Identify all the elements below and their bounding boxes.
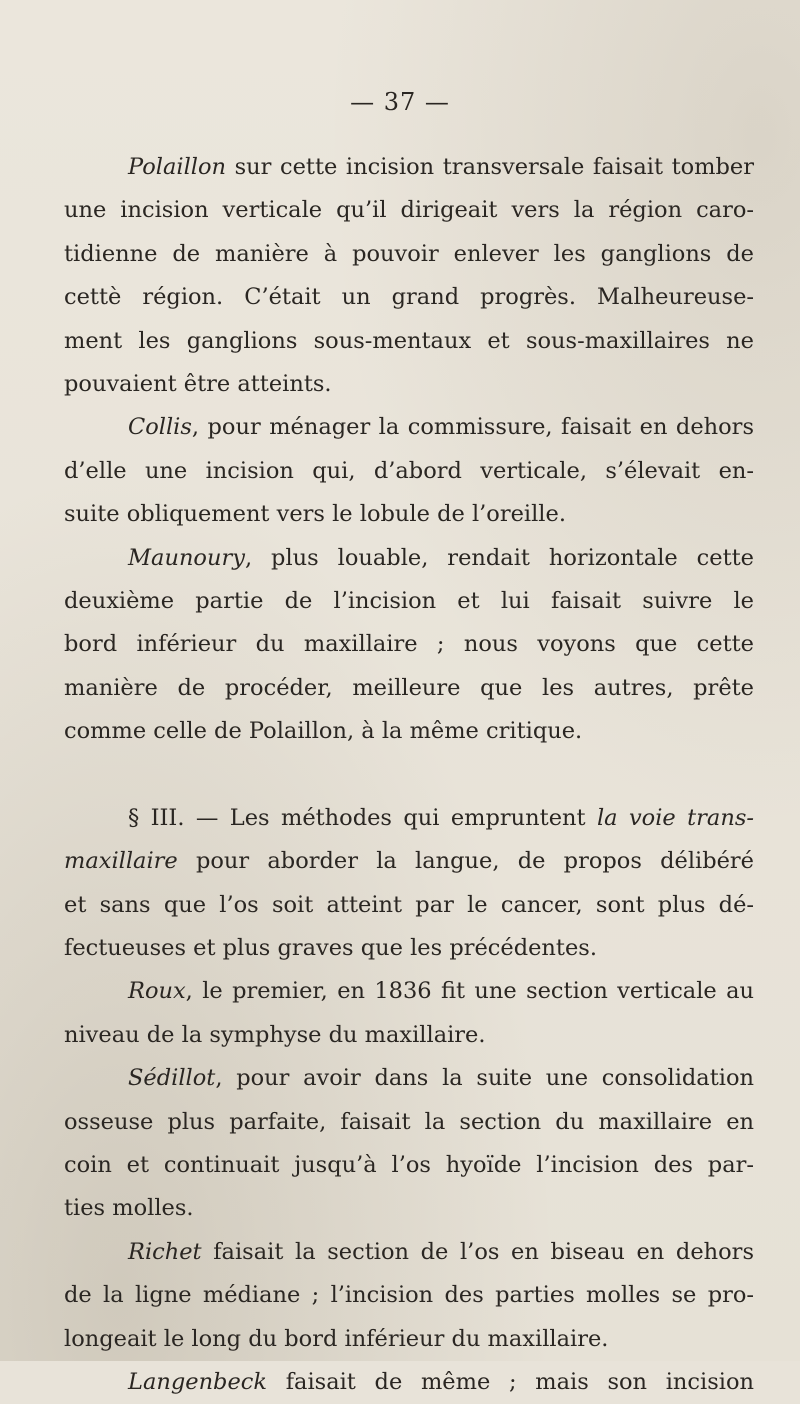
text-run: de la ligne médiane ; l’incision des parties molles se pro- — [64, 1282, 754, 1309]
text-run: faisait de même ; mais son incision — [267, 1368, 754, 1395]
text-line — [64, 233, 754, 276]
text-line — [64, 667, 754, 710]
text-line — [64, 1318, 754, 1361]
text-run: suite obliquement vers le lobule de l’oreille. — [64, 501, 566, 528]
text-line — [64, 884, 754, 927]
text-run: manière de procéder, meilleure que les autres, prête — [64, 674, 754, 701]
text-run: ment les ganglions sous-mentaux et sous-maxillaires ne — [64, 327, 754, 354]
text-run: osseuse plus parfaite, faisait la section du maxillaire en — [64, 1108, 754, 1135]
text-run: fectueuses et plus graves que les précédentes. — [64, 935, 597, 962]
text-run: longeait le long du bord inférieur du maxillaire. — [64, 1325, 609, 1352]
text-line — [64, 1144, 754, 1187]
text-run: , pour avoir dans la suite une consolidation — [215, 1065, 754, 1092]
text-run: ties molles. — [64, 1195, 194, 1222]
text-run: bord inférieur du maxillaire ; nous voyons que cette — [64, 631, 754, 658]
text-run: et sans que l’os soit atteint par le cancer, sont plus dé- — [64, 891, 754, 918]
text-run: cettè région. C’était un grand progrès. Malheureuse- — [64, 284, 754, 311]
text-line — [64, 1101, 754, 1144]
text-run: comme celle de Polaillon, à la même critique. — [64, 718, 583, 745]
text-line — [64, 840, 754, 883]
italic-name: Richet — [128, 1238, 202, 1265]
line-spacer — [64, 753, 754, 796]
text-line — [64, 537, 754, 580]
text-run: deuxième partie de l’incision et lui faisait suivre le — [64, 587, 754, 614]
text-line — [64, 450, 754, 493]
italic-name: la voie trans- — [596, 804, 754, 831]
text-line — [64, 363, 754, 406]
page-number: — 37 — — [350, 88, 450, 116]
text-line — [64, 1274, 754, 1317]
text-line — [64, 320, 754, 363]
text-run: coin et continuait jusqu’à l’os hyoïde l’incision des par- — [64, 1151, 754, 1178]
text-line — [64, 406, 754, 449]
italic-name: Collis — [128, 414, 192, 441]
text-line — [64, 276, 754, 319]
text-run: , pour ménager la commissure, faisait en dehors — [191, 414, 754, 441]
text-run: une incision verticale qu’il dirigeait vers la région caro- — [64, 197, 754, 224]
text-run: tidienne de manière à pouvoir enlever les ganglions de — [64, 240, 754, 267]
italic-name: Roux — [128, 978, 186, 1005]
italic-name: Langenbeck — [128, 1368, 268, 1395]
text-line — [64, 189, 754, 232]
text-run: pouvaient être atteints. — [64, 370, 332, 397]
text-line — [64, 623, 754, 666]
text-line — [64, 1231, 754, 1274]
italic-name: maxillaire — [64, 848, 178, 875]
text-line — [64, 1014, 754, 1057]
text-run: d’elle une incision qui, d’abord verticale, s’élevait en- — [64, 457, 754, 484]
text-line — [64, 580, 754, 623]
italic-name: Sédillot — [128, 1065, 216, 1092]
italic-name: Polaillon — [128, 154, 227, 180]
text-line — [64, 1361, 754, 1404]
text-run: sur cette incision transversale faisait tomber — [226, 154, 754, 180]
text-line — [64, 710, 754, 753]
text-line — [64, 493, 754, 536]
text-run: pour aborder la langue, de propos délibéré — [177, 848, 754, 875]
text-line — [64, 927, 754, 970]
italic-name: Maunoury — [128, 544, 245, 571]
text-run: , plus louable, rendait horizontale cette — [244, 544, 754, 571]
body-text — [64, 146, 754, 1404]
text-line — [64, 970, 754, 1013]
text-run: § III. — Les méthodes qui empruntent — [128, 804, 597, 831]
text-run: niveau de la symphyse du maxillaire. — [64, 1021, 486, 1048]
text-run: , le premier, en 1836 fit une section verticale au — [185, 978, 754, 1005]
text-run: faisait la section de l’os en biseau en dehors — [201, 1238, 754, 1265]
text-line — [64, 797, 754, 840]
text-line — [64, 1057, 754, 1100]
text-line — [64, 1187, 754, 1230]
text-line — [64, 146, 754, 189]
